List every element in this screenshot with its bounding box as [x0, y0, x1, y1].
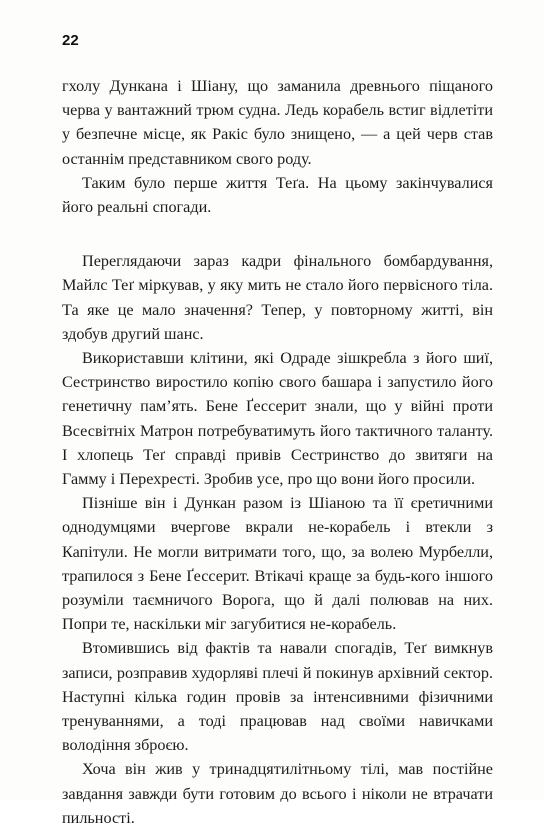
paragraph: Використавши клітини, які Одраде зішкребла з його шиї, Сестринство виростило копію свого башара і запустило його генетичну пам’ять. Бене Ґессерит знали, що у війні проти Всесвітніх Матрон потребуватимуть його тактичного таланту. І хлопець Теґ справді привів Сестринство до звитяги на Гамму і Перехресті. Зробив усе, про що вони його просили.	[62, 349, 493, 489]
paragraph: Пізніше він і Дункан разом із Шіаною та її єретичними однодумцями вчергове вкрали не-корабель і втекли з Капітули. Не могли витримати того, що, за волею Мурбелли, трапилося з Бене Ґессерит. Втікачі краще за будь-кого іншого розуміли таємничого Ворога, що й далі полював на них. Попри те, наскільки міг загубитися не-корабель.	[62, 494, 493, 634]
paragraph: Втомившись від фактів та навали спогадів, Теґ вимкнув записи, розправив худорляві плечі й покинув архівний сектор. Наступні кілька годин провів за інтенсивними фізичними тренуваннями, а тоді працював над своїми навичками володіння зброєю.	[62, 639, 493, 755]
paragraph: Переглядаючи зараз кадри фінального бомбардування, Майлс Теґ міркував, у яку мить не стало його первісного тіла. Та яке це мало значення? Тепер, у повторному житті, він здобув другий шанс.	[62, 252, 493, 343]
body-text	[62, 74, 493, 830]
paragraph: Хоча він жив у тринадцятилітньому тілі, мав постійне завдання завжди бути готовим до всього і ніколи не втрачати пильності.	[62, 760, 493, 827]
page-number: 22	[62, 32, 79, 49]
paragraph: Таким було перше життя Теґа. На цьому закінчувалися його реальні спогади.	[62, 173, 493, 217]
section-break	[62, 219, 493, 249]
paragraph-continuation: гхолу Дункана і Шіану, що заманила древнього піщаного черва у вантажний трюм судна. Ледь корабель встиг відлетіти у безпечне місце, як Ракіс було знищено, — а цей черв став останнім представником свого роду.	[62, 77, 493, 168]
